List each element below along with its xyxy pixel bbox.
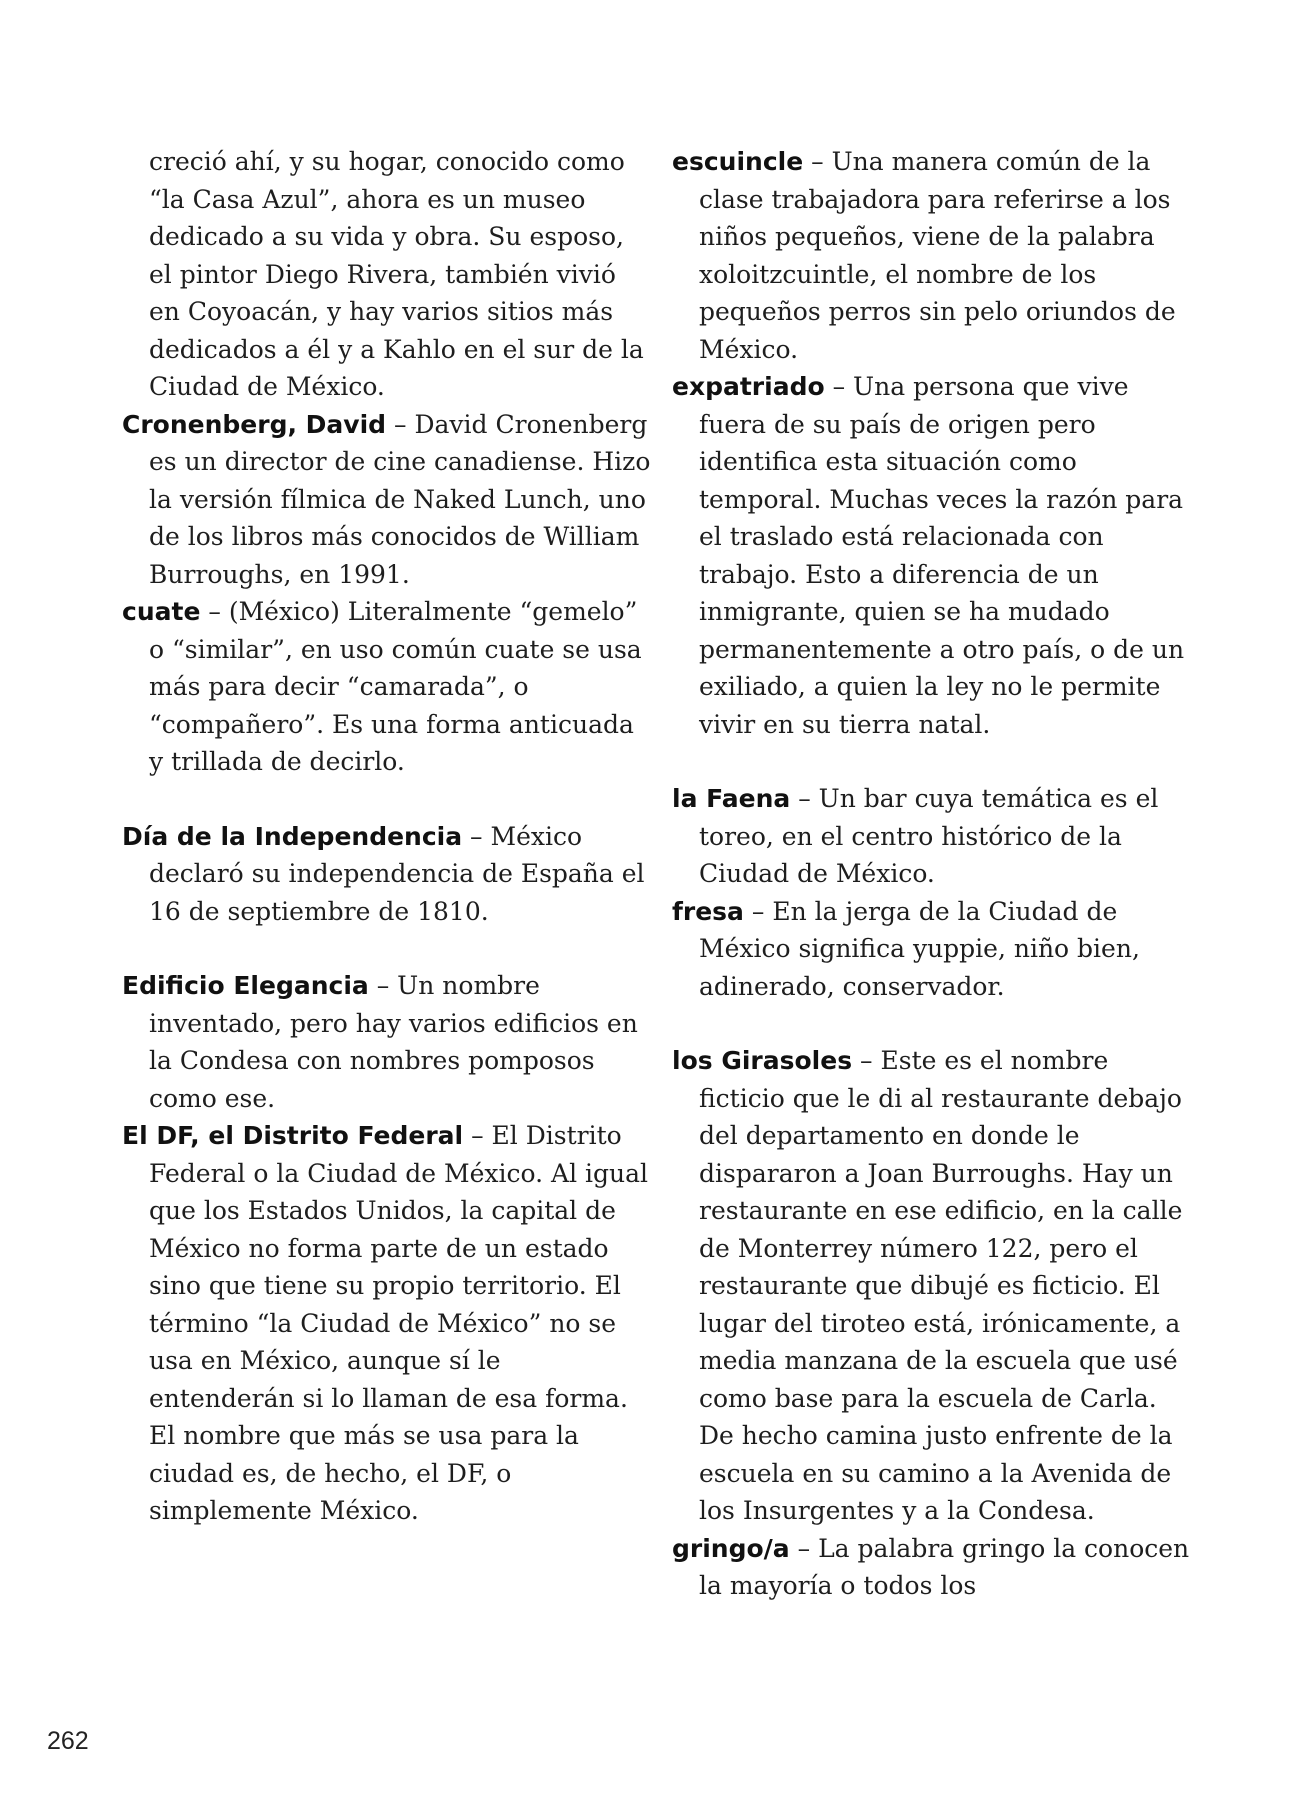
- entry-spacer: [672, 1005, 1192, 1042]
- entry-term: expatriado: [672, 372, 825, 401]
- continuation-text: creció ahí, y su hogar, conocido como “la Casa Azul”, ahora es un museo dedicado a su vida y obra. Su esposo, el pintor Diego Rivera, también vivió en Coyoacán, y hay varios sitios más dedicados a él y a Kahlo en el sur de la Ciudad de México.: [149, 147, 644, 401]
- glossary-entry-cuate: [122, 593, 652, 781]
- glossary-entry-edificio-elegancia: [122, 967, 652, 1117]
- entry-separator: –: [852, 1046, 881, 1075]
- entry-term: Cronenberg, David: [122, 409, 387, 439]
- glossary-entry-fresa: [672, 893, 1192, 1006]
- entry-separator: –: [743, 896, 773, 926]
- glossary-entry-escuincle: [672, 143, 1192, 368]
- glossary-entry-cronenberg: [122, 406, 652, 594]
- entry-definition: David Cronenberg es un director de cine canadiense. Hizo la versión fílmica de Naked Lunch, uno de los libros más conocidos de William Burroughs, en 1991.: [149, 409, 651, 589]
- entry-spacer: [122, 781, 652, 818]
- entry-term: Día de la Independencia: [122, 821, 463, 851]
- glossary-entry-dia-independencia: [122, 818, 652, 931]
- entry-term: la Faena: [672, 784, 791, 813]
- entry-separator: –: [824, 372, 854, 401]
- entry-term: fresa: [672, 896, 744, 926]
- page-number: 262: [47, 1727, 89, 1755]
- entry-separator: –: [462, 821, 491, 851]
- glossary-entry-expatriado: [672, 368, 1192, 743]
- entry-term: los Girasoles: [672, 1046, 853, 1075]
- entry-definition: Una persona que vive fuera de su país de origen pero identifica esta situación como temporal. Muchas veces la razón para el traslado está relacionada con trabajo. Esto a diferencia de un inmigrante, quien se ha mudado permanentemente a otro país, o de un exiliado, a quien la ley no le permite vivir en su tierra natal.: [699, 372, 1185, 739]
- entry-separator: –: [200, 597, 229, 626]
- entry-separator: –: [386, 409, 415, 439]
- entry-definition: Un bar cuya temática es el toreo, en el centro histórico de la Ciudad de México.: [699, 784, 1159, 888]
- entry-term: El DF, el Distrito Federal: [122, 1121, 464, 1150]
- entry-definition: La palabra gringo la conocen la mayoría o todos los: [699, 1533, 1190, 1600]
- entry-term: Edificio Elegancia: [122, 971, 369, 1000]
- entry-definition: Este es el nombre ficticio que le di al restaurante debajo del departamento en donde le dispararon a Joan Burroughs. Hay un restaurante en ese edificio, en la calle de Monterrey número 122, pero el restaurante que dibujé es ficticio. El lugar del tiroteo está, irónicamente, a media manzana de la escuela que usé como base para la escuela de Carla. De hecho camina justo enfrente de la escuela en su camino a la Avenida de los Insurgentes y a la Condesa.: [699, 1046, 1183, 1525]
- glossary-entry-el-df: [122, 1117, 652, 1530]
- entry-separator: –: [789, 1533, 819, 1563]
- left-column: [122, 143, 652, 1530]
- entry-definition: Una manera común de la clase trabajadora para referirse a los niños pequeños, viene de la palabra xoloitzcuintle, el nombre de los pequeños perros sin pelo oriundos de México.: [699, 147, 1176, 364]
- entry-definition: Un nombre inventado, pero hay varios edificios en la Condesa con nombres pomposos como ese.: [149, 971, 638, 1113]
- right-column: [672, 143, 1192, 1605]
- entry-separator: –: [803, 147, 832, 176]
- glossary-entry-la-faena: [672, 780, 1192, 893]
- entry-spacer: [672, 743, 1192, 780]
- entry-definition: (México) Literalmente “gemelo” o “similar”, en uso común cuate se usa más para decir “camarada”, o “compañero”. Es una forma anticuada y trillada de decirlo.: [149, 597, 642, 776]
- entry-definition: En la jerga de la Ciudad de México significa yuppie, niño bien, adinerado, conservador.: [699, 896, 1140, 1001]
- entry-separator: –: [368, 971, 398, 1000]
- entry-term: escuincle: [672, 147, 804, 176]
- entry-spacer: [122, 930, 652, 967]
- entry-separator: –: [790, 784, 819, 813]
- entry-term: gringo/a: [672, 1533, 790, 1563]
- entry-definition: México declaró su independencia de España el 16 de septiembre de 1810.: [149, 821, 645, 926]
- glossary-entry-los-girasoles: [672, 1042, 1192, 1530]
- glossary-entry-gringo: [672, 1530, 1192, 1605]
- entry-definition: El Distrito Federal o la Ciudad de México. Al igual que los Estados Unidos, la capital de México no forma parte de un estado sino que tiene su propio territorio. El término “la Ciudad de México” no se usa en México, aunque sí le entenderán si lo llaman de esa forma. El nombre que más se usa para la ciudad es, de hecho, el DF, o simplemente México.: [149, 1121, 649, 1525]
- entry-separator: –: [463, 1121, 492, 1150]
- entry-term: cuate: [122, 597, 201, 626]
